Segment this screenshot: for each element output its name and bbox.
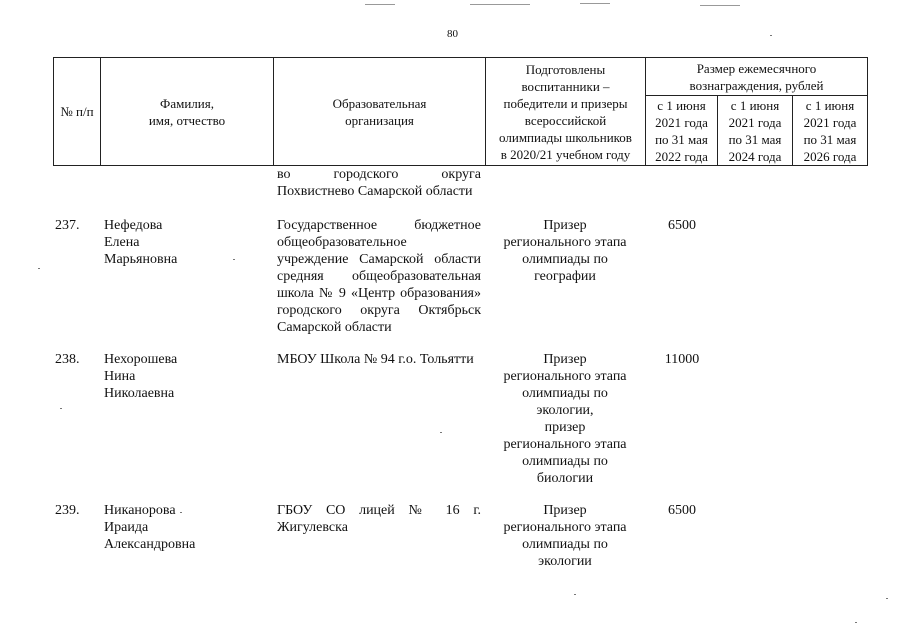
scan-line — [580, 3, 610, 4]
row-238-num: 238. — [55, 352, 80, 367]
row-239-amount: 6500 — [668, 503, 696, 518]
row-239-num: 239. — [55, 503, 80, 518]
header-period-2024: с 1 июня 2021 года по 31 мая 2024 года — [718, 96, 793, 166]
continuation-org: во городского округа Похвистнево Самарской области — [277, 167, 481, 199]
scan-speck — [233, 259, 235, 260]
row-239-name: Никанорова Ираида Александровна — [104, 503, 196, 552]
row-238-name: Нехорошева Нина Николаевна — [104, 352, 178, 401]
header-num: № п/п — [54, 58, 101, 166]
row-237-prepared: Призер регионального этапа олимпиады по географии — [503, 218, 627, 284]
row-238-amount: 11000 — [664, 352, 700, 367]
scan-speck — [440, 432, 442, 433]
row-237-amount: 6500 — [668, 218, 696, 233]
scan-speck — [770, 35, 772, 36]
page-number: 80 — [447, 28, 458, 40]
scan-speck — [574, 594, 576, 595]
header-name: Фамилия, имя, отчество — [101, 58, 274, 166]
scan-speck — [38, 268, 40, 269]
scan-speck — [60, 408, 62, 409]
scan-speck — [886, 598, 888, 599]
header-period-2026: с 1 июня 2021 года по 31 мая 2026 года — [793, 96, 868, 166]
row-237-name: Нефедова Елена Марьяновна — [104, 218, 178, 267]
row-238-org: МБОУ Школа № 94 г.о. Тольятти — [277, 352, 474, 367]
scan-line — [700, 5, 740, 6]
scan-speck — [180, 512, 182, 513]
row-237-org: Государственное бюджетное общеобразовательное учреждение Самарской области средняя общеобразовательная школа № 9 «Центр образования» городского округа Октябрьск Самарской области — [277, 218, 481, 335]
scan-speck — [855, 622, 857, 623]
header-prepared: Подготовлены воспитанники – победители и призеры всероссийской олимпиады школьников в 2020/21 учебном году — [486, 58, 646, 166]
scan-line — [470, 4, 530, 5]
row-238-prepared: Призер регионального этапа олимпиады по экологии, призер регионального этапа олимпиады по биологии — [503, 352, 627, 486]
row-237-num: 237. — [55, 218, 80, 233]
row-239-prepared: Призер регионального этапа олимпиады по экологии — [503, 503, 627, 569]
row-239-org: ГБОУ СО лицей № 16 г. Жигулевска — [277, 503, 481, 535]
header-org: Образовательная организация — [274, 58, 486, 166]
table-header — [53, 57, 868, 166]
header-period-2022: с 1 июня 2021 года по 31 мая 2022 года — [646, 96, 718, 166]
scan-line — [365, 4, 395, 5]
header-reward: Размер ежемесячного вознаграждения, рублей — [646, 58, 868, 96]
